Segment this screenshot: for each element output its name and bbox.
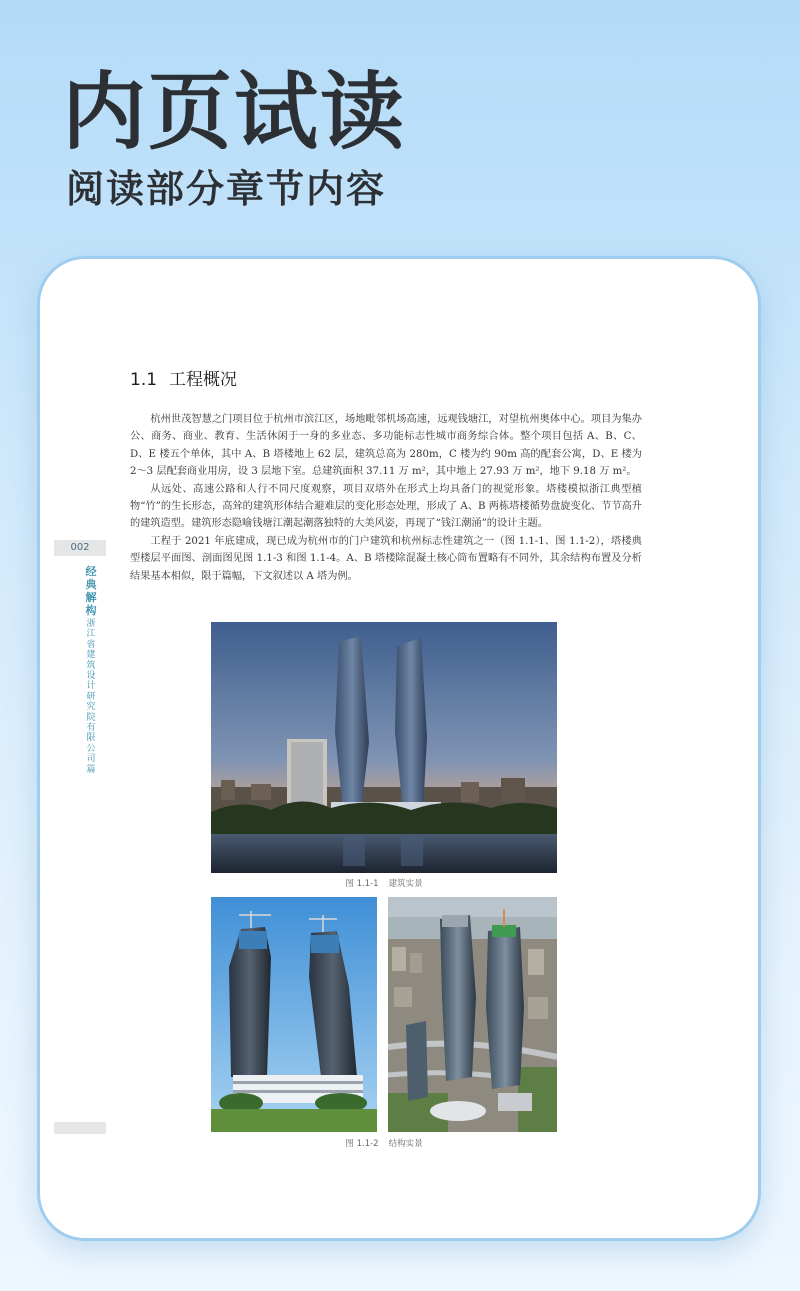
side-footer-bar xyxy=(54,1122,106,1134)
section-title: 工程概况 xyxy=(169,370,238,390)
banner-subtitle: 阅读部分章节内容 xyxy=(66,167,387,211)
figure-caption-text: 建筑实景 xyxy=(388,879,423,889)
paragraph: 从远处、高速公路和人行不同尺度观察，项目双塔外在形式上均具备门的视觉形象。塔楼模拟浙江典型植物“竹”的生长形态，高耸的建筑形体结合避难层的变化形态处理，形成了 A、B 两栋塔楼循势盘旋变化、节节高升的建筑造型。建筑形态隐喻钱塘江潮起潮落独特的大美风姿，再现了“钱江潮涌”的设计主题。 xyxy=(130,483,642,530)
paragraph: 工程于 2021 年底建成，现已成为杭州市的门户建筑和杭州标志性建筑之一（图 1.1-1、图 1.1-2），塔楼典型楼层平面图、剖面图见图 1.1-3 和图 1.1-4。A、B 塔楼除混凝土核心筒布置略有不同外，其余结构布置及分析结果基本相似，限于篇幅，下文叙述以 A 塔为例。 xyxy=(130,535,642,582)
figure-construction-photo-right xyxy=(388,897,557,1132)
figure-caption-text: 结构实景 xyxy=(388,1139,423,1149)
banner-title: 内页试读 xyxy=(62,63,407,161)
section-heading xyxy=(130,369,237,391)
figure-construction-photo-left xyxy=(211,897,377,1132)
page-number: 002 xyxy=(54,540,106,556)
paragraph: 杭州世茂智慧之门项目位于杭州市滨江区，场地毗邻机场高速，远观钱塘江，对望杭州奥体中心。项目为集办公、商务、商业、教育、生活休闲于一身的多业态、多功能标志性城市商务综合体。整个项目包括 A、B、C、D、E 楼五个单体，其中 A、B 塔楼地上 62 层，建筑总高为 280m，C 楼为约 90m 高的配套公寓，D、E 楼为 2～3 层配套商业用房，设 3 层地下室。总建筑面积 37.11 万 m²，其中地上 27.93 万 m²，地下 9.18 万 m²。 xyxy=(130,414,642,478)
figure-caption xyxy=(211,1138,557,1150)
figure-building-photo xyxy=(211,622,557,873)
side-series-title: 经典解构 xyxy=(85,565,97,617)
book-page-card xyxy=(37,256,761,1241)
figure-label: 图 1.1-1 xyxy=(345,879,379,889)
figure-caption xyxy=(211,878,557,890)
body-text xyxy=(130,411,642,585)
figure-label: 图 1.1-2 xyxy=(345,1139,379,1149)
side-publisher-text: 浙江省建筑设计研究院有限公司篇 xyxy=(86,619,96,775)
section-number: 1.1 xyxy=(130,370,158,390)
